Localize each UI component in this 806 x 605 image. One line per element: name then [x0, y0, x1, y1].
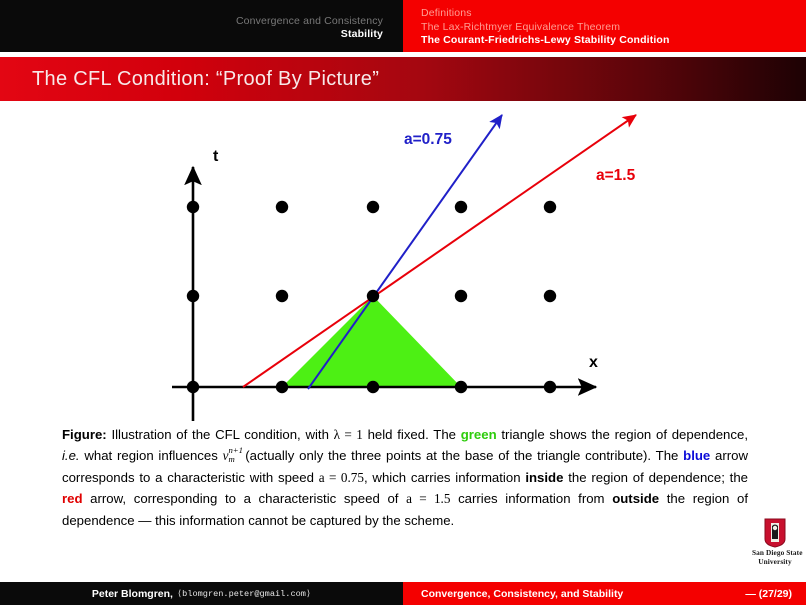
grid-point [276, 201, 288, 213]
grid-point [367, 290, 379, 302]
caption-blue-word: blue [683, 448, 711, 464]
grid-point [455, 381, 467, 393]
sdsu-shield-icon [763, 518, 787, 548]
t-axis-label: t [213, 148, 219, 165]
topbar-right-section [403, 0, 806, 52]
caption-part2: held fixed. The [362, 427, 461, 442]
footer-presentation-title: Convergence, Consistency, and Stability [421, 587, 624, 600]
nav-item-convergence-and-consistency[interactable]: Convergence and Consistency [235, 14, 383, 27]
grid-point [367, 201, 379, 213]
caption-part4: what region influences [79, 448, 223, 464]
sdsu-logo-line1: San Diego State [752, 548, 803, 557]
grid-point [544, 381, 556, 393]
caption-part9: arrow, corresponding to a characteristic speed of [82, 491, 407, 507]
grid-point [276, 290, 288, 302]
grid-point [544, 201, 556, 213]
grid-point [544, 290, 556, 302]
grid-point [367, 381, 379, 393]
caption-part1: Illustration of the CFL condition, with [106, 427, 334, 442]
caption-ie: i.e. [62, 448, 80, 464]
caption-v-superscript: n+1 [228, 445, 244, 456]
footer-email: ⟨blomgren.peter@gmail.com⟩ [176, 588, 312, 599]
nav-item-lax-richtmyer-equivalence-theorem[interactable]: The Lax-Richtmyer Equivalence Theorem [421, 20, 621, 33]
caption-v-subscript: m [228, 454, 235, 465]
caption-part6: arrow corresponds to a characteristic with speed [62, 448, 748, 485]
footer-page-number: — (27/29) [745, 587, 792, 600]
caption-part11: the region of dependence — this information cannot be captured by the scheme. [62, 491, 748, 528]
footer-bar [0, 582, 806, 605]
red-arrow-label: a=1.5 [596, 167, 636, 184]
grid-point [455, 201, 467, 213]
x-axis-label: x [589, 354, 598, 371]
caption-outside-word: outside [612, 491, 660, 507]
slide-title-bar [0, 57, 806, 101]
footer-author: Peter Blomgren, [91, 587, 173, 600]
caption-lambda-expression: λ = 1 [333, 427, 363, 442]
caption-blue-speed: a = 0.75 [318, 469, 364, 485]
grid-point [187, 201, 199, 213]
grid-point [187, 290, 199, 302]
caption-part5: (actually only the three points at the base of the triangle contribute). The [240, 448, 684, 464]
figure-caption [62, 424, 748, 531]
grid-point [455, 290, 467, 302]
caption-part8: the region of dependence; the [563, 469, 748, 485]
nav-item-definitions[interactable]: Definitions [421, 7, 472, 20]
red-characteristic-line [243, 115, 636, 387]
blue-arrow-label: a=0.75 [404, 131, 452, 148]
caption-part3: triangle shows the region of dependence, [496, 427, 748, 442]
topbar-left-section [0, 0, 403, 52]
caption-red-speed: a = 1.5 [406, 491, 451, 507]
grid-point [187, 381, 199, 393]
nav-item-courant-friedrichs-lewy-stability-condition[interactable]: The Courant-Friedrichs-Lewy Stability Condition [421, 34, 670, 47]
caption-part10: carries information from [450, 491, 613, 507]
footer-left-section [0, 582, 403, 605]
top-navigation-bar [0, 0, 806, 52]
caption-green-word: green [460, 427, 497, 442]
grid-point [276, 381, 288, 393]
nav-item-stability[interactable]: Stability [340, 28, 383, 40]
sdsu-logo [752, 518, 803, 576]
caption-v-base: v [222, 448, 229, 464]
caption-v-symbol [222, 445, 244, 466]
sdsu-logo-line2: University [758, 557, 792, 566]
caption-label: Figure: [62, 427, 107, 442]
caption-red-word: red [62, 491, 83, 507]
footer-right-section [403, 582, 806, 605]
page-title: The CFL Condition: “Proof By Picture” [32, 67, 380, 90]
cfl-condition-figure [0, 101, 806, 421]
caption-inside-word: inside [525, 469, 564, 485]
caption-part7: , which carries information [363, 469, 526, 485]
